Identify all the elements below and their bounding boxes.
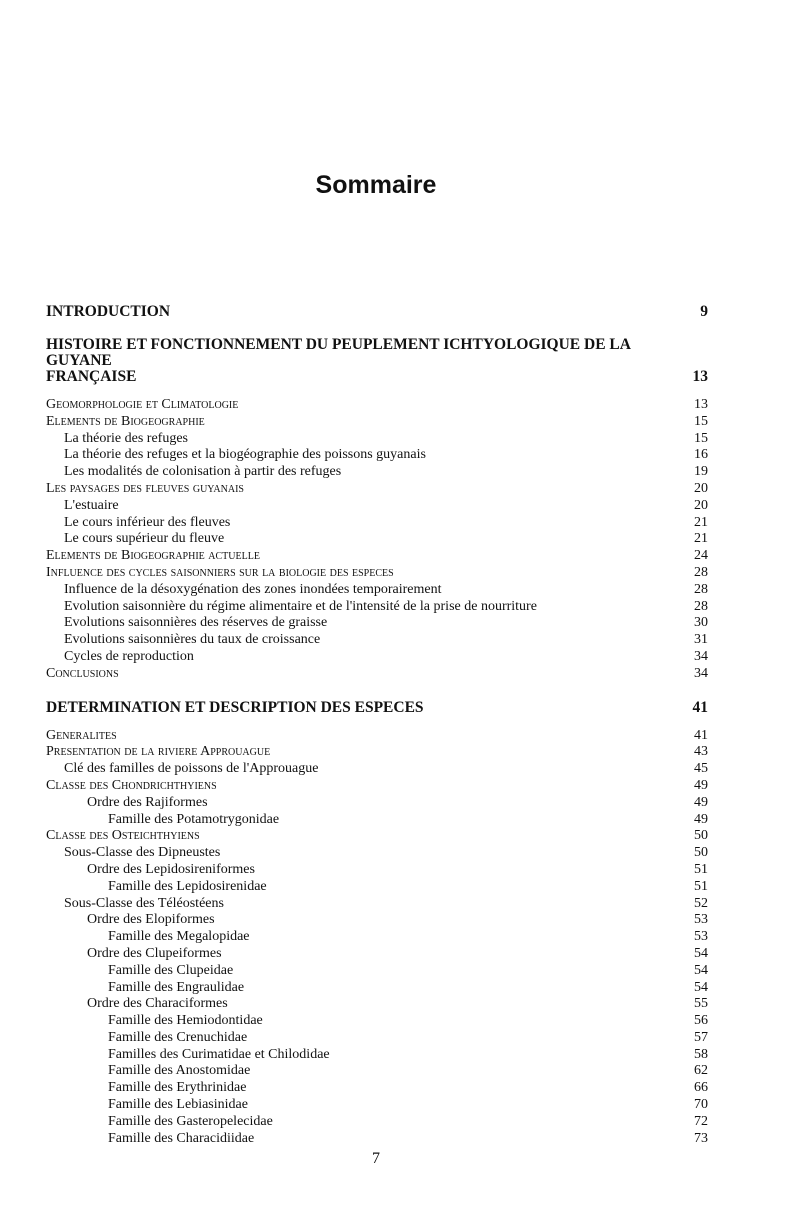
toc-entry-label: INTRODUCTION: [46, 303, 171, 320]
table-of-contents: [46, 304, 708, 1147]
toc-entry[interactable]: [46, 1047, 708, 1064]
toc-entry[interactable]: [46, 744, 708, 761]
toc-entry-page: 31: [694, 632, 708, 648]
toc-entry-page: 57: [694, 1029, 708, 1045]
toc-entry[interactable]: [46, 565, 708, 582]
toc-entry[interactable]: [46, 1080, 708, 1097]
toc-entry-page: 19: [694, 464, 708, 480]
toc-entry-page: 58: [694, 1046, 708, 1062]
toc-entry-label: Famille des Crenuchidae: [108, 1029, 248, 1045]
page-title: Sommaire: [315, 171, 437, 199]
toc-entry-label: La théorie des refuges et la biogéographie des poissons guyanais: [64, 447, 426, 463]
toc-entry-page: 34: [694, 648, 708, 664]
toc-entry[interactable]: [46, 615, 708, 632]
toc-entry-page: 56: [694, 1013, 708, 1029]
toc-entry-label: Famille des Lepidosirenidae: [108, 878, 267, 894]
toc-entry[interactable]: [46, 464, 708, 481]
toc-section-heading[interactable]: [46, 304, 708, 320]
toc-entry-page: 53: [694, 929, 708, 945]
toc-entry[interactable]: [46, 498, 708, 515]
toc-entry-page: 21: [694, 514, 708, 530]
toc-entry-page: 28: [694, 581, 708, 597]
toc-entry-label: L'estuaire: [64, 497, 119, 513]
toc-entry-label: Geomorphologie et Climatologie: [46, 397, 239, 412]
toc-entry-page: 55: [694, 996, 708, 1012]
toc-entry-page: 73: [694, 1130, 708, 1146]
toc-entry-page: 13: [694, 397, 708, 412]
toc-entry[interactable]: [46, 515, 708, 532]
toc-entry-page: 34: [694, 665, 708, 681]
toc-entry[interactable]: [46, 1013, 708, 1030]
toc-entry-label: Familles des Curimatidae et Chilodidae: [108, 1046, 330, 1062]
toc-entry-page: 28: [694, 564, 708, 580]
toc-entry-page: 15: [694, 413, 708, 429]
toc-entry-page: 51: [694, 878, 708, 894]
toc-entry-label: Conclusions: [46, 665, 119, 681]
toc-entry-page: 52: [694, 895, 708, 911]
toc-entry-label: Famille des Lebiasinidae: [108, 1097, 248, 1113]
toc-entry[interactable]: [46, 414, 708, 431]
toc-entry-page: 20: [694, 497, 708, 513]
toc-section-heading[interactable]: [46, 700, 708, 716]
toc-entry-label: Famille des Characidiidae: [108, 1130, 255, 1146]
toc-entry-page: 9: [700, 303, 708, 320]
toc-entry-page: 24: [694, 548, 708, 564]
toc-entry-label: Famille des Hemiodontidae: [108, 1013, 263, 1029]
toc-entry-label: Evolutions saisonnières des réserves de graisse: [64, 615, 328, 631]
toc-entry[interactable]: [46, 912, 708, 929]
toc-entry[interactable]: [46, 1114, 708, 1131]
toc-entry[interactable]: [46, 1030, 708, 1047]
toc-entry-page: 41: [692, 698, 708, 716]
toc-entry-label: Ordre des Characiformes: [87, 996, 228, 1012]
toc-entry-label: Elements de Biogeographie actuelle: [46, 548, 260, 564]
toc-entry[interactable]: [46, 845, 708, 862]
toc-entry-label: Elements de Biogeographie: [46, 413, 205, 429]
toc-entry[interactable]: [46, 862, 708, 879]
toc-entry-page: 41: [694, 727, 708, 743]
toc-entry-page: 53: [694, 912, 708, 928]
toc-entry-label: Les paysages des fleuves guyanais: [46, 480, 244, 496]
toc-entry-page: 21: [694, 531, 708, 547]
toc-entry-label: Ordre des Rajiformes: [87, 794, 208, 810]
toc-entry-label: Classe des Chondrichthyiens: [46, 777, 217, 793]
toc-entry[interactable]: [46, 1131, 708, 1148]
toc-entry-label: Presentation de la riviere Approuague: [46, 744, 271, 760]
toc-entry-label: Ordre des Elopiformes: [87, 912, 215, 928]
toc-entry[interactable]: [46, 879, 708, 896]
toc-entry-label: Evolution saisonnière du régime alimentaire et de l'intensité de la prise de nourriture: [64, 598, 537, 614]
toc-entry-label: Famille des Engraulidae: [108, 979, 245, 995]
toc-entry-label: Classe des Osteichthyiens: [46, 828, 200, 844]
toc-entry-page: 49: [694, 777, 708, 793]
toc-entry-label: Famille des Potamotrygonidae: [108, 811, 280, 827]
toc-entry[interactable]: [46, 761, 708, 778]
toc-entry-label: Influence des cycles saisonniers sur la biologie des especes: [46, 564, 394, 580]
toc-entry[interactable]: [46, 447, 708, 464]
toc-entry[interactable]: [46, 728, 708, 745]
toc-entry-page: 20: [694, 480, 708, 496]
toc-entry[interactable]: [46, 548, 708, 565]
toc-entry-label: Sous-Classe des Dipneustes: [64, 845, 221, 861]
toc-entry-label: Evolutions saisonnières du taux de croissance: [64, 632, 321, 648]
toc-entry-page: 49: [694, 794, 708, 810]
toc-entry-label: Les modalités de colonisation à partir des refuges: [64, 464, 342, 480]
toc-entry[interactable]: [46, 795, 708, 812]
toc-entry[interactable]: [46, 929, 708, 946]
toc-entry-label: Famille des Clupeidae: [108, 962, 234, 978]
toc-entry-label: Famille des Gasteropelecidae: [108, 1113, 273, 1129]
toc-entry[interactable]: [46, 980, 708, 997]
toc-entry[interactable]: [46, 996, 708, 1013]
toc-entry-page: 54: [694, 962, 708, 978]
toc-entry-label: Famille des Anostomidae: [108, 1063, 251, 1079]
toc-entry-page: 49: [694, 811, 708, 827]
toc-entry[interactable]: [46, 1097, 708, 1114]
toc-entry-page: 51: [694, 861, 708, 877]
toc-entry[interactable]: [46, 481, 708, 498]
toc-entry-label: Famille des Megalopidae: [108, 929, 250, 945]
toc-entry-label: Generalites: [46, 727, 117, 743]
toc-entry[interactable]: [46, 599, 708, 616]
toc-entry[interactable]: [46, 778, 708, 795]
toc-entry-page: 16: [694, 447, 708, 463]
toc-entry[interactable]: [46, 946, 708, 963]
toc-entry-label: Ordre des Lepidosireniformes: [87, 861, 255, 877]
toc-entry[interactable]: [46, 896, 708, 913]
toc-entry-page: 66: [694, 1080, 708, 1096]
page-number: 7: [372, 1150, 380, 1167]
toc-entry[interactable]: [46, 963, 708, 980]
toc-entry[interactable]: [46, 397, 708, 414]
toc-entry-page: 54: [694, 945, 708, 961]
toc-entry[interactable]: [46, 649, 708, 666]
toc-entry[interactable]: [46, 531, 708, 548]
toc-entry-label: Cycles de reproduction: [64, 648, 194, 664]
toc-entry-label: Le cours supérieur du fleuve: [64, 531, 225, 547]
toc-entry-page: 28: [694, 598, 708, 614]
toc-entry-label: Ordre des Clupeiformes: [87, 945, 222, 961]
toc-entry[interactable]: [46, 632, 708, 649]
toc-entry-label: Clé des familles de poissons de l'Approuague: [64, 761, 319, 777]
toc-entry-page: 50: [694, 828, 708, 844]
toc-entry[interactable]: [46, 812, 708, 829]
toc-entry-label: Influence de la désoxygénation des zones inondées temporairement: [64, 581, 442, 597]
toc-entry-page: 72: [694, 1113, 708, 1129]
toc-entry[interactable]: [46, 1063, 708, 1080]
toc-entry[interactable]: [46, 582, 708, 599]
toc-entry[interactable]: [46, 431, 708, 448]
toc-entry-page: 50: [694, 845, 708, 861]
toc-entry-page: 15: [694, 430, 708, 446]
toc-entry-page: 13: [692, 368, 708, 385]
toc-entry-page: 45: [694, 761, 708, 777]
toc-entry-label: HISTOIRE ET FONCTIONNEMENT DU PEUPLEMENT ICHTYOLOGIQUE DE LA GUYANE FRANÇAISE: [46, 336, 631, 385]
toc-entry-page: 62: [694, 1063, 708, 1079]
toc-entry-label: Famille des Erythrinidae: [108, 1080, 247, 1096]
toc-entry-page: 54: [694, 979, 708, 995]
toc-entry-label: Le cours inférieur des fleuves: [64, 514, 231, 530]
toc-entry[interactable]: [46, 828, 708, 845]
toc-entry-label: DETERMINATION ET DESCRIPTION DES ESPECES: [46, 698, 424, 716]
toc-section-heading[interactable]: [46, 337, 708, 385]
toc-entry[interactable]: [46, 666, 708, 683]
toc-entry-page: 70: [694, 1097, 708, 1113]
toc-entry-label: La théorie des refuges: [64, 430, 188, 446]
toc-entry-page: 30: [694, 615, 708, 631]
toc-entry-label: Sous-Classe des Téléostéens: [64, 895, 224, 911]
toc-entry-page: 43: [694, 744, 708, 760]
